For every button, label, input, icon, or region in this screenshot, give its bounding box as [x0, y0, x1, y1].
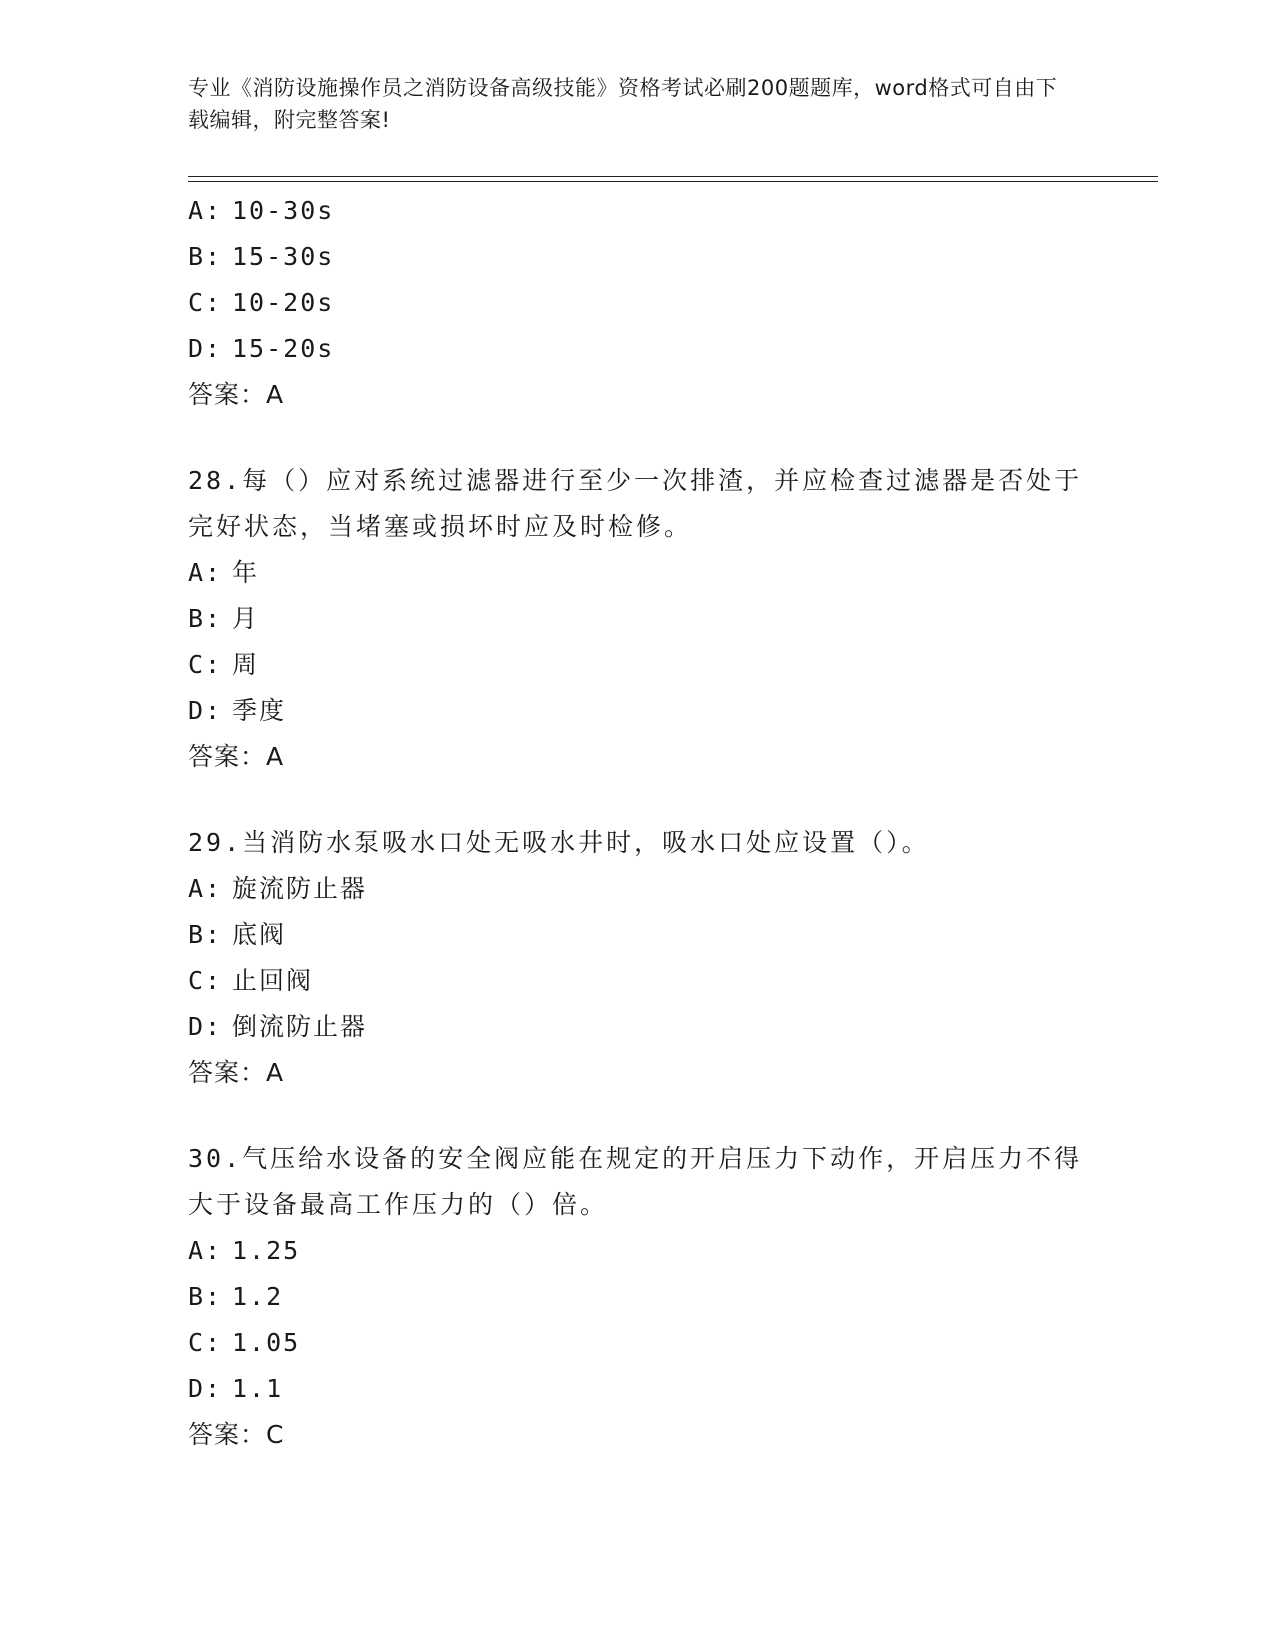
- answer: 答案：A: [188, 380, 285, 409]
- header-rule-top: [188, 176, 1158, 177]
- option-a: A: 年: [188, 558, 260, 587]
- option-a: A: 10-30s: [188, 196, 335, 225]
- option-b: B: 15-30s: [188, 242, 335, 271]
- option-c: C: 止回阀: [188, 966, 314, 995]
- document-header: 专业《消防设施操作员之消防设备高级技能》资格考试必刷200题题库，word格式可自由下载编辑，附完整答案!: [188, 76, 1058, 132]
- option-c: C: 10-20s: [188, 288, 335, 317]
- option-a: A: 1.25: [188, 1236, 301, 1265]
- header-rule-bottom: [188, 181, 1158, 182]
- option-c: C: 周: [188, 650, 260, 679]
- option-b: B: 底阀: [188, 920, 287, 949]
- question-list: [188, 188, 1088, 1458]
- question-stem: 30.气压给水设备的安全阀应能在规定的开启压力下动作，开启压力不得大于设备最高工作压力的（）倍。: [188, 1144, 1083, 1219]
- question-27: [188, 188, 1088, 418]
- question-28: [188, 458, 1088, 780]
- option-d: D: 15-20s: [188, 334, 335, 363]
- option-c: C: 1.05: [188, 1328, 301, 1357]
- question-30: [188, 1136, 1088, 1458]
- question-stem: 28.每（）应对系统过滤器进行至少一次排渣，并应检查过滤器是否处于完好状态，当堵塞或损坏时应及时检修。: [188, 466, 1083, 541]
- answer: 答案：A: [188, 742, 285, 771]
- option-a: A: 旋流防止器: [188, 874, 368, 903]
- option-d: D: 季度: [188, 696, 287, 725]
- answer: 答案：C: [188, 1420, 285, 1449]
- answer: 答案：A: [188, 1058, 285, 1087]
- option-b: B: 1.2: [188, 1282, 284, 1311]
- option-d: D: 1.1: [188, 1374, 284, 1403]
- question-stem: 29.当消防水泵吸水口处无吸水井时，吸水口处应设置（）。: [188, 828, 930, 857]
- question-29: [188, 820, 1088, 1096]
- option-b: B: 月: [188, 604, 260, 633]
- option-d: D: 倒流防止器: [188, 1012, 368, 1041]
